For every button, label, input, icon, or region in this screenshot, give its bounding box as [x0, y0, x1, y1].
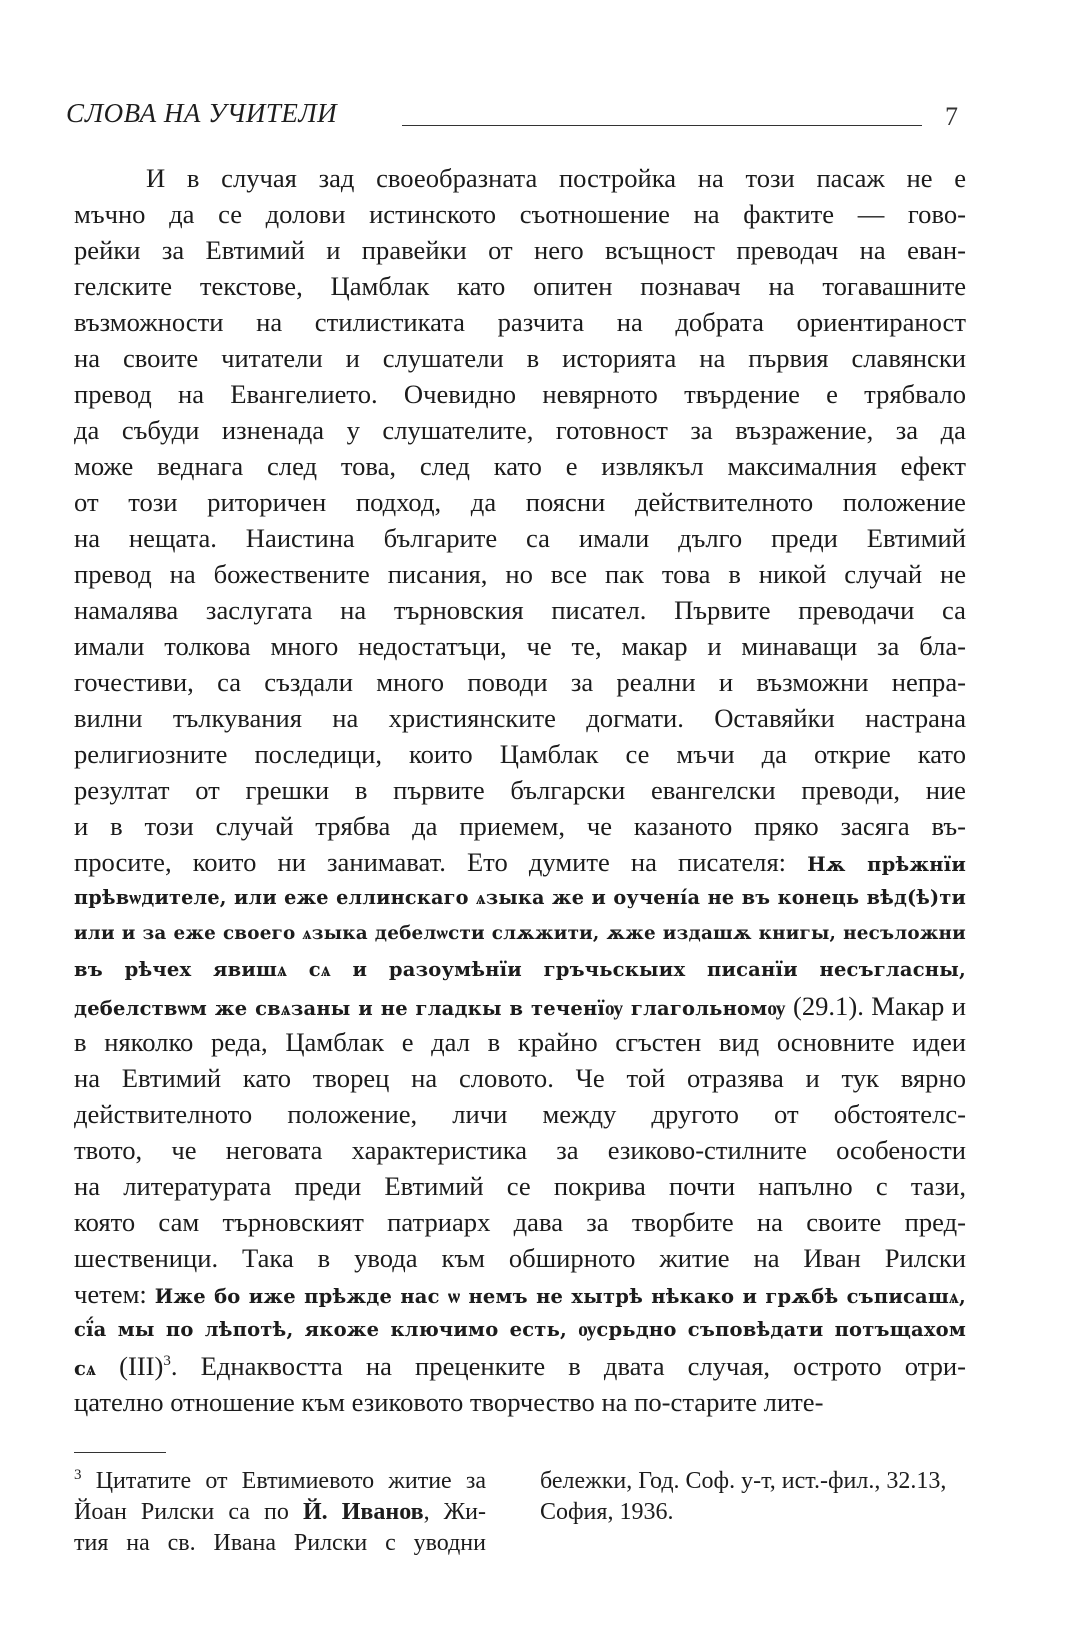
- footnote-column-left: [74, 1466, 486, 1559]
- footnote-ref: 3: [163, 1353, 171, 1370]
- footnote-line: [74, 1466, 486, 1497]
- text-line: от този риторичен подход, да поясни действителното положение: [74, 487, 966, 517]
- line-text: четем:: [74, 1279, 155, 1309]
- text-line: превод на Евангелието. Очевидно невярното твърдение е трябвало: [74, 379, 966, 409]
- footnote-column-right: [540, 1466, 968, 1528]
- footnote-author: Й. Иванов: [302, 1499, 424, 1525]
- text-line: на Евтимий като творец на словото. Че той отразява и тук вярно: [74, 1063, 966, 1093]
- old-slavonic-quote-line: въ рѣчех явишѧ сѧ и разоумѣнїи гръчьскыих писанїи несъгласны,: [74, 958, 966, 981]
- footnote-rule: [74, 1452, 166, 1453]
- text-line: действителното положение, личи между другото от обстоятелс-: [74, 1099, 966, 1129]
- page-number: 7: [945, 102, 958, 131]
- line-text: (29.1). Макар и: [785, 991, 966, 1021]
- line-text: просите, които ни занимават. Ето думите на писателя:: [74, 847, 808, 877]
- footnote-text: Цитатите от Евтимиевото житие за: [95, 1468, 487, 1494]
- header-rule: [402, 125, 922, 126]
- old-slavonic-quote-line: или и за еже своего ѧзыка дебелѡсти слѫжити, ѫже издашѫ книгы, несъложни: [74, 923, 966, 944]
- text-line: шественици. Така в увода към обширното житие на Иван Рилски: [74, 1243, 966, 1273]
- text-line: [74, 1348, 966, 1384]
- text-line: на своите читатели и слушатели в историята на първия славянски: [74, 343, 966, 373]
- old-slavonic-quote-line: сї́а мы по лѣпотѣ, якоже ключимо есть, ѹсрьдно съповѣдати потъщахом: [74, 1318, 966, 1341]
- text-line: имали толкова много недостатъци, че те, макар и минаващи за бла-: [74, 631, 966, 661]
- old-slavonic-quote: Иже бо иже прѣжде нас ѡ немъ не хытрѣ нѣкако и грѫбѣ съписашѧ,: [154, 1285, 966, 1308]
- page-header: [66, 98, 966, 138]
- footnote-text: , Жи-: [423, 1499, 486, 1525]
- footnote-text: Йоан Рилски са по: [74, 1499, 303, 1525]
- text-line: гочестиви, са създали много поводи за реални и възможни непра-: [74, 667, 966, 697]
- text-line: И в случая зад своеобразната постройка на този пасаж не е: [146, 163, 966, 193]
- text-line: в няколко реда, Цамблак е дал в крайно сгъстен вид основните идеи: [74, 1027, 966, 1057]
- footnote-marker: 3: [74, 1467, 82, 1483]
- footnote-line: София, 1936.: [540, 1499, 674, 1525]
- text-line: [74, 844, 966, 880]
- text-line: възможности на стилистиката разчита на добрата ориентираност: [74, 307, 966, 337]
- text-line: и в този случай трябва да приемем, че казаното пряко засяга въ-: [74, 811, 966, 841]
- text-line: цателно отношение към езиковото творчество на по-старите лите-: [74, 1387, 824, 1417]
- text-line: вилни тълкувания на християнските догмати. Оставяйки настрана: [74, 703, 966, 733]
- line-text: (III): [96, 1351, 164, 1381]
- old-slavonic-quote: Нѫ прѣжнїи: [807, 853, 966, 876]
- body-text: [74, 160, 966, 1420]
- old-slavonic-quote: сѧ: [74, 1357, 97, 1380]
- footnote-line: [74, 1497, 486, 1528]
- text-line: [74, 1276, 966, 1312]
- line-text: . Еднаквостта на преценките в двата случая, острото отри-: [170, 1351, 966, 1381]
- footnote-line: бележки, Год. Соф. у-т, ист.-фил., 32.13,: [540, 1468, 947, 1494]
- text-line: може веднага след това, след като е извлякъл максималния ефект: [74, 451, 966, 481]
- text-line: на нещата. Наистина българите са имали дълго преди Евтимий: [74, 523, 966, 553]
- text-line: на литературата преди Евтимий се покрива почти напълно с тази,: [74, 1171, 966, 1201]
- text-line: рейки за Евтимий и правейки от него всъщност преводач на еван-: [74, 235, 966, 265]
- old-slavonic-quote-line: прѣвѡдителе, или еже еллинскаго ѧзыка же и оучені́а не въ конець вѣд(ѣ)ти: [74, 886, 966, 909]
- text-line: намалява заслугата на търновския писател. Първите преводачи са: [74, 595, 966, 625]
- text-line: [74, 988, 966, 1024]
- running-title: СЛОВА НА УЧИТЕЛИ: [66, 98, 338, 128]
- text-line: религиозните последици, които Цамблак се мъчи да открие като: [74, 739, 966, 769]
- text-line: да събуди изненада у слушателите, готовност за възражение, за да: [74, 415, 966, 445]
- text-line: която сам търновският патриарх дава за творбите на своите пред-: [74, 1207, 966, 1237]
- text-line: резултат от грешки в първите български евангелски преводи, ние: [74, 775, 966, 805]
- text-line: мъчно да се долови истинското съотношение на фактите — гово-: [74, 199, 966, 229]
- old-slavonic-quote: дебелствѡм же свѧзаны и не гладкы в теченїѹ глагольномѹ: [74, 997, 786, 1020]
- footnote-line: тия на св. Ивана Рилски с уводни: [74, 1530, 486, 1556]
- text-line: твото, че неговата характеристика за езиково-стилните особености: [74, 1135, 966, 1165]
- text-line: превод на божествените писания, но все пак това в никой случай не: [74, 559, 966, 589]
- text-line: гелските текстове, Цамблак като опитен познавач на тогавашните: [74, 271, 966, 301]
